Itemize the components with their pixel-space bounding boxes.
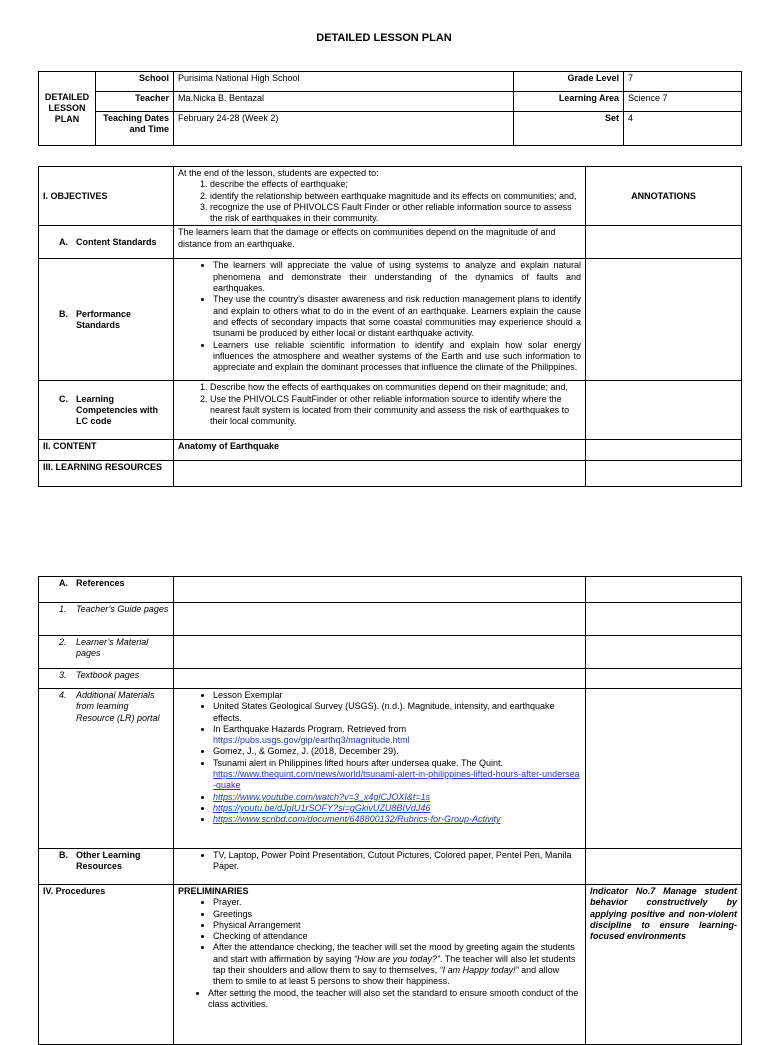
annotation-cell [586, 689, 742, 849]
grade-level-label: Grade Level [514, 72, 624, 92]
mood-text: and allow them to smile to at least 5 persons to show their happiness. [213, 965, 560, 987]
learning-area-value: Science 7 [624, 92, 742, 112]
list-item [213, 814, 581, 825]
list-item [213, 942, 581, 987]
objectives-list [178, 179, 581, 224]
competencies-list [178, 382, 581, 427]
annotation-cell [586, 577, 742, 603]
standard-list [178, 988, 581, 1011]
annotation-cell [586, 603, 742, 636]
list-item: 3. recognize the use of PHIVOLCS Fault Finder or other reliable information source to assess the risk of earthquakes in their community. [210, 202, 581, 225]
objectives-intro: At the end of the lesson, students are expected to: [178, 168, 379, 178]
references-label: References [76, 578, 125, 588]
set-value: 4 [624, 112, 742, 146]
section-number: A. [59, 578, 68, 588]
mood-quote: “I am Happy today!” [439, 965, 519, 976]
teachers-guide-label: Teacher’s Guide pages [76, 604, 169, 614]
list-item: • Prayer. [213, 897, 581, 908]
list-item: 1. Describe how the effects of earthquakes on communities depend on their magnitude; and, [210, 382, 581, 393]
list-item: 1. describe the effects of earthquake; [210, 179, 581, 190]
lesson-table-2 [38, 576, 742, 1045]
performance-standards-label: Performance Standards [76, 308, 132, 330]
procedures-annotation: Indicator No.7 Manage student behavior constructively by applying positive and non-violent discipline to ensure learning-focused environments [586, 885, 742, 1045]
list-item [213, 803, 581, 814]
sub-number: 3. [59, 670, 67, 680]
list-item: • Lesson Exemplar [213, 690, 581, 701]
learning-area-label: Learning Area [514, 92, 624, 112]
competencies-label: Learning Competencies with LC code [76, 393, 159, 427]
list-item: • The learners will appreciate the value of using systems to analyze and explain natural phenomena and demonstrate their understanding of the dynamics of faults and earthquakes. [213, 260, 581, 294]
annotation-cell [586, 669, 742, 689]
teacher-value: Ma.Nicka B. Bentazal [174, 92, 514, 112]
scribd-link[interactable]: https://www.scribd.com/document/648800132/Rubrics-for-Group-Activity [213, 814, 501, 825]
thequint-link[interactable]: https://www.thequint.com/news/world/tsunami-alert-in-philippines-lifted-hours-after-undersea-quake [213, 769, 580, 791]
list-item: • Checking of attendance [213, 931, 581, 942]
list-item: • Physical Arrangement [213, 920, 581, 931]
section-number: B. [59, 308, 68, 319]
youtube-link[interactable]: https://www.youtube.com/watch?v=3_x4glCJOXI&t=1s [213, 791, 431, 802]
section-number: C. [59, 393, 68, 404]
list-item-text: In Earthquake Hazards Program. Retrieved from [213, 723, 407, 734]
other-resources-list [178, 850, 581, 873]
sub-number: 2. [59, 637, 67, 647]
sub-number: 1. [59, 604, 67, 614]
annotation-cell [586, 440, 742, 461]
list-item [213, 758, 581, 792]
list-item [213, 792, 581, 803]
header-side-label: DETAILED LESSON PLAN [39, 72, 96, 146]
content-standards-label: Content Standards [76, 236, 157, 247]
annotation-cell [586, 259, 742, 381]
additional-materials-list [178, 690, 581, 826]
annotation-cell [586, 381, 742, 440]
list-item [213, 724, 581, 747]
list-item-text: Tsunami alert in Philippines lifted hours after undersea quake. The Quint. [213, 757, 503, 768]
list-item: • TV, Laptop, Power Point Presentation, Cutout Pictures, Colored paper, Pentel Pen, Manila Paper. [213, 850, 581, 873]
list-item: • Gomez, J., & Gomez, J. (2018, December 29). [213, 746, 581, 757]
list-item: 2. Use the PHIVOLCS FaultFinder or other reliable information source to identify where the nearest fault system is located from their community and assess the risk of earthquakes to their local community. [210, 394, 581, 428]
annotation-cell [586, 636, 742, 669]
performance-standards-list [178, 260, 581, 373]
teaching-dates-value: February 24-28 (Week 2) [174, 112, 514, 146]
textbook-pages-label: Textbook pages [76, 670, 140, 680]
content-standards-text: The learners learn that the damage or effects on communities depend on the magnitude of and distance from an earthquake. [174, 226, 586, 259]
usgs-link[interactable]: https://pubs.usgs.gov/gip/earthq3/magnitude.html [213, 735, 410, 746]
lesson-table-1 [38, 166, 742, 487]
youtu-be-link[interactable]: https://youtu.be/dJpIU1rSOFY?si=gGkivUZU8BIVdJ46 [213, 802, 431, 813]
list-item: • Greetings [213, 909, 581, 920]
mood-text: . The teacher will also let students tap their shoulders and allow them to say to themselves, [213, 953, 576, 976]
school-label: School [96, 72, 174, 92]
content-label: II. CONTENT [39, 440, 174, 461]
annotation-cell [586, 849, 742, 885]
section-number: B. [59, 850, 68, 860]
sub-number: 4. [59, 690, 67, 700]
other-resources-label: Other Learning Resources [76, 850, 141, 872]
header-table [38, 71, 742, 146]
list-item: • They use the country’s disaster awareness and risk reduction management plans to identify and explain to others what to do in the event of an earthquake. Learners explain the cause and effects of secondary impacts that some coastal communities may experience should a tsunami be produced by either local or distant earthquake activity. [213, 294, 581, 339]
annotation-cell [586, 226, 742, 259]
page-title: DETAILED LESSON PLAN [316, 32, 452, 44]
objectives-label: I. OBJECTIVES [39, 167, 174, 226]
teacher-label: Teacher [96, 92, 174, 112]
annotations-header: ANNOTATIONS [586, 167, 742, 226]
teaching-dates-label: Teaching Dates and Time [96, 112, 174, 146]
school-value: Purisima National High School [174, 72, 514, 92]
preliminaries-heading: PRELIMINARIES [178, 886, 249, 896]
set-label: Set [514, 112, 624, 146]
preliminaries-list [178, 897, 581, 987]
list-item: • Learners use reliable scientific information to identify and explain how solar energy influences the atmosphere and weather systems of the Earth and use such information to appreciate and explain the dominant processes that influence the climate of the Philippines. [213, 340, 581, 374]
grade-level-value: 7 [624, 72, 742, 92]
mood-text: After the attendance checking, the teacher will set the mood by greeting again the students and start with affirmation by saying [213, 942, 575, 964]
list-item: • United States Geological Survey (USGS). (n.d.). Magnitude, intensity, and earthquake effects. [213, 701, 581, 724]
learners-material-label: Learner’s Material pages [76, 637, 149, 659]
section-number: A. [59, 236, 68, 247]
list-item: • After setting the mood, the teacher will also set the standard to ensure smooth conduct of the class activities. [208, 988, 581, 1011]
additional-materials-label: Additional Materials from learning Resource (LR) portal [76, 690, 160, 723]
annotation-cell [586, 461, 742, 487]
learning-resources-label: III. LEARNING RESOURCES [39, 461, 174, 487]
content-value: Anatomy of Earthquake [174, 440, 586, 461]
procedures-label: IV. Procedures [39, 885, 174, 1045]
list-item: 2. identify the relationship between earthquake magnitude and its effects on communities; and, [210, 191, 581, 202]
mood-quote: “How are you today?” [353, 953, 440, 964]
